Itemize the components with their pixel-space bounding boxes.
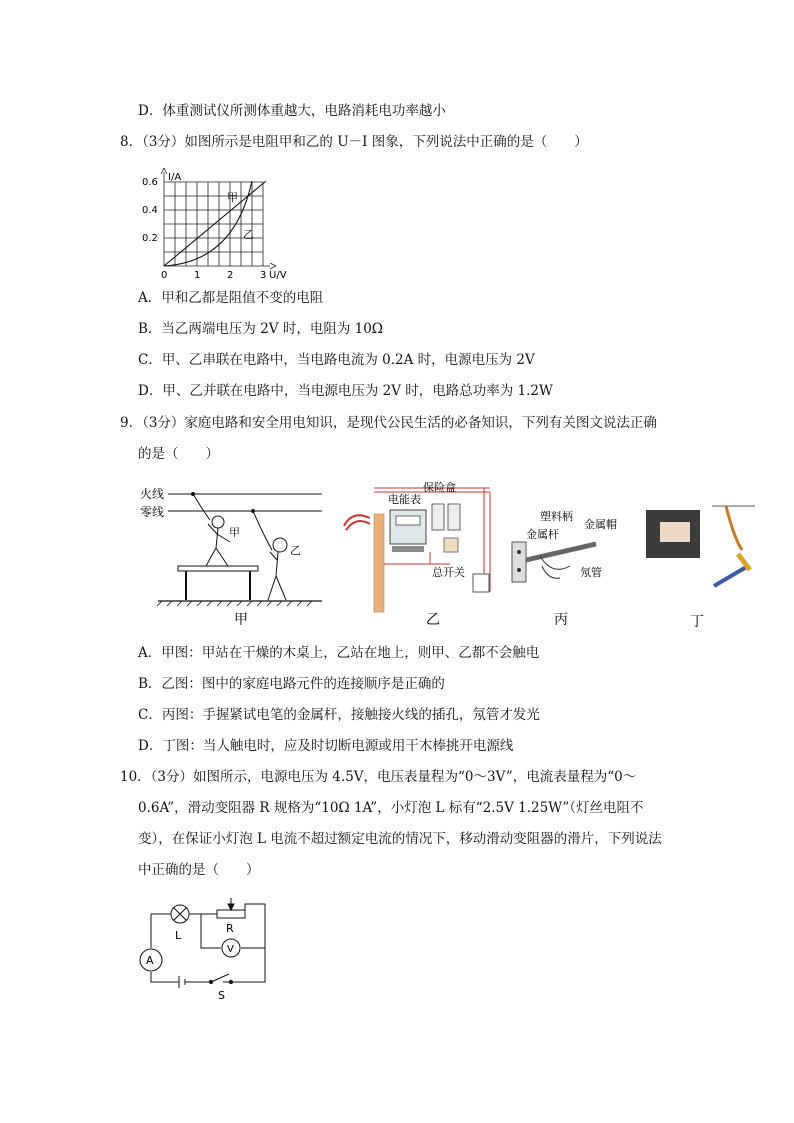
- q9-stem-line-2: 的是（ ）: [138, 446, 219, 462]
- person-yi-label: 乙: [290, 544, 301, 557]
- q8-option-c: C．甲、乙串联在电路中，当电路电流为 0.2A 时，电源电压为 2V: [138, 352, 535, 368]
- q8-option-a: A．甲和乙都是阻值不变的电阻: [138, 290, 324, 306]
- caption-ding: 丁: [690, 614, 704, 630]
- panel-jia: [140, 486, 322, 628]
- q8-ui-graph: [130, 164, 310, 282]
- voltmeter-label: V: [227, 944, 234, 955]
- meter-label: 电能表: [388, 493, 421, 506]
- person-jia-label: 甲: [229, 526, 240, 539]
- caption-jia: 甲: [234, 612, 248, 628]
- curve-jia-label: 甲: [227, 191, 238, 204]
- main-switch-label: 总开关: [432, 566, 465, 579]
- x-tick-0: 0: [161, 270, 168, 281]
- curve-yi-label: 乙: [243, 228, 254, 241]
- plastic-handle-label: 塑料柄: [540, 510, 573, 523]
- rheostat-label: R: [226, 922, 234, 935]
- y-tick-0-4: 0.4: [142, 205, 158, 216]
- q8-option-d: D．甲、乙并联在电路中，当电源电压为 2V 时，电路总功率为 1.2W: [138, 383, 553, 399]
- q9-stem-line-1: 9．（3分）家庭电路和安全用电知识，是现代公民生活的必备知识，下列有关图文说法正确: [120, 415, 657, 431]
- y-axis-label: I/A: [168, 172, 182, 183]
- panel-bing: [512, 509, 617, 628]
- curve-jia-line: [164, 181, 266, 266]
- fuse-box-label: 保险盒: [423, 481, 456, 494]
- lamp-label: L: [175, 929, 182, 942]
- q10-stem-line-1: 10．（3分）如图所示，电源电压为 4.5V，电压表量程为“0～3V”，电流表量程为“0～: [120, 769, 637, 785]
- q10-stem-line-3: 变），在保证小灯泡 L 电流不超过额定电流的情况下，移动滑动变阻器的滑片，下列说法: [138, 831, 662, 847]
- q9-option-b: B．乙图：图中的家庭电路元件的连接顺序是正确的: [138, 676, 445, 692]
- q9-option-c: C．丙图：手握紧试电笔的金属杆，接触接火线的插孔，氖管才发光: [138, 707, 540, 723]
- q8-stem: 8．（3分）如图所示是电阻甲和乙的 U－I 图象，下列说法中正确的是（ ）: [120, 134, 588, 150]
- caption-bing: 丙: [554, 612, 568, 628]
- q9-figure: [130, 476, 770, 636]
- switch-label: S: [218, 989, 225, 1002]
- live-wire-label: 火线: [140, 487, 165, 501]
- x-axis-label: U/V: [269, 270, 287, 281]
- y-tick-0-6: 0.6: [142, 177, 158, 188]
- metal-rod-label: 金属杆: [526, 528, 559, 541]
- ammeter-label: A: [146, 954, 154, 967]
- caption-yi: 乙: [426, 612, 440, 628]
- metal-cap-label: 金属帽: [584, 518, 617, 531]
- x-tick-1: 1: [194, 270, 201, 281]
- x-tick-2: 2: [227, 270, 234, 281]
- q9-option-a: A．甲图：甲站在干燥的木桌上，乙站在地上，则甲、乙都不会触电: [138, 645, 540, 661]
- panel-yi: [344, 480, 490, 628]
- q10-stem-line-2: 0.6A”，滑动变阻器 R 规格为“10Ω 1A”，小灯泡 L 标有“2.5V 1.25W”（灯丝电阻不: [138, 800, 644, 816]
- q7-option-d: D．体重测试仪所测体重越大，电路消耗电功率越小: [138, 103, 446, 119]
- neutral-wire-label: 零线: [140, 505, 165, 519]
- x-tick-3: 3: [260, 270, 267, 281]
- q10-circuit-diagram: [133, 892, 278, 1007]
- q9-option-d: D．丁图：当人触电时，应及时切断电源或用干木棒挑开电源线: [138, 738, 514, 754]
- neon-tube-label: 氖管: [580, 566, 602, 579]
- q10-stem-line-4: 中正确的是（ ）: [138, 862, 260, 878]
- panel-ding: [646, 506, 755, 630]
- y-tick-0-2: 0.2: [142, 233, 158, 244]
- q8-option-b: B．当乙两端电压为 2V 时，电阻为 10Ω: [138, 321, 384, 337]
